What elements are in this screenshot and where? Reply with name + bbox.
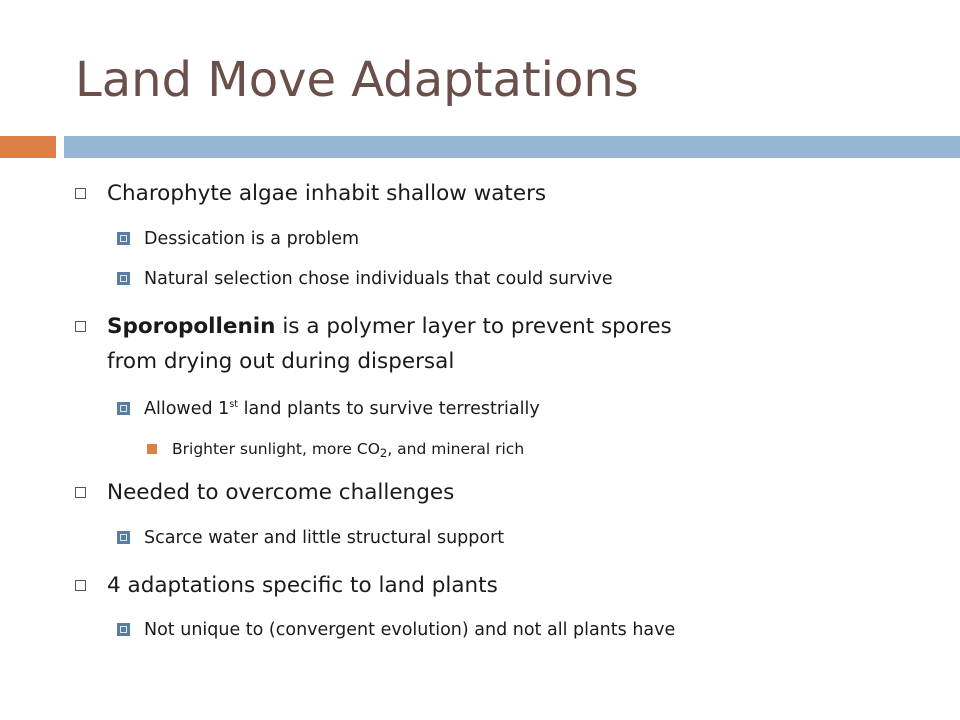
- bullet-text-end: , and mineral rich: [387, 440, 525, 458]
- square-bullet-icon: [117, 272, 130, 285]
- hollow-square-bullet-icon: [75, 580, 86, 591]
- bullet-text: Charophyte algae inhabit shallow waters: [107, 181, 547, 206]
- title-divider-bar: [64, 136, 960, 158]
- bullet-text: Natural selection chose individuals that could survive: [144, 269, 613, 289]
- filled-square-bullet-icon: [147, 444, 157, 454]
- bullet-text: Allowed 1: [144, 399, 230, 419]
- square-bullet-icon: [117, 402, 130, 415]
- square-bullet-icon: [117, 623, 130, 636]
- ordinal-superscript: st: [229, 398, 239, 410]
- bullet-text: Needed to overcome challenges: [107, 480, 455, 505]
- bullet-text: is a polymer layer to prevent spores: [275, 314, 672, 339]
- bullet-text-end: land plants to survive terrestrially: [238, 399, 540, 419]
- bullet-text: Brighter sunlight, more CO: [172, 440, 380, 458]
- subscript-2: 2: [379, 445, 388, 460]
- slide-title: Land Move Adaptations: [75, 52, 639, 108]
- hollow-square-bullet-icon: [75, 321, 86, 332]
- bullet-text: 4 adaptations specific to land plants: [107, 573, 498, 598]
- hollow-square-bullet-icon: [75, 188, 86, 199]
- title-accent-bar: [0, 136, 56, 158]
- bullet-text: Not unique to (convergent evolution) and not all plants have: [144, 620, 676, 640]
- bullet-text: Dessication is a problem: [144, 229, 360, 249]
- hollow-square-bullet-icon: [75, 487, 86, 498]
- square-bullet-icon: [117, 232, 130, 245]
- square-bullet-icon: [117, 531, 130, 544]
- sporopollenin-term: Sporopollenin: [107, 314, 276, 339]
- bullet-text: Scarce water and little structural support: [144, 528, 505, 548]
- bullet-text: from drying out during dispersal: [107, 349, 455, 374]
